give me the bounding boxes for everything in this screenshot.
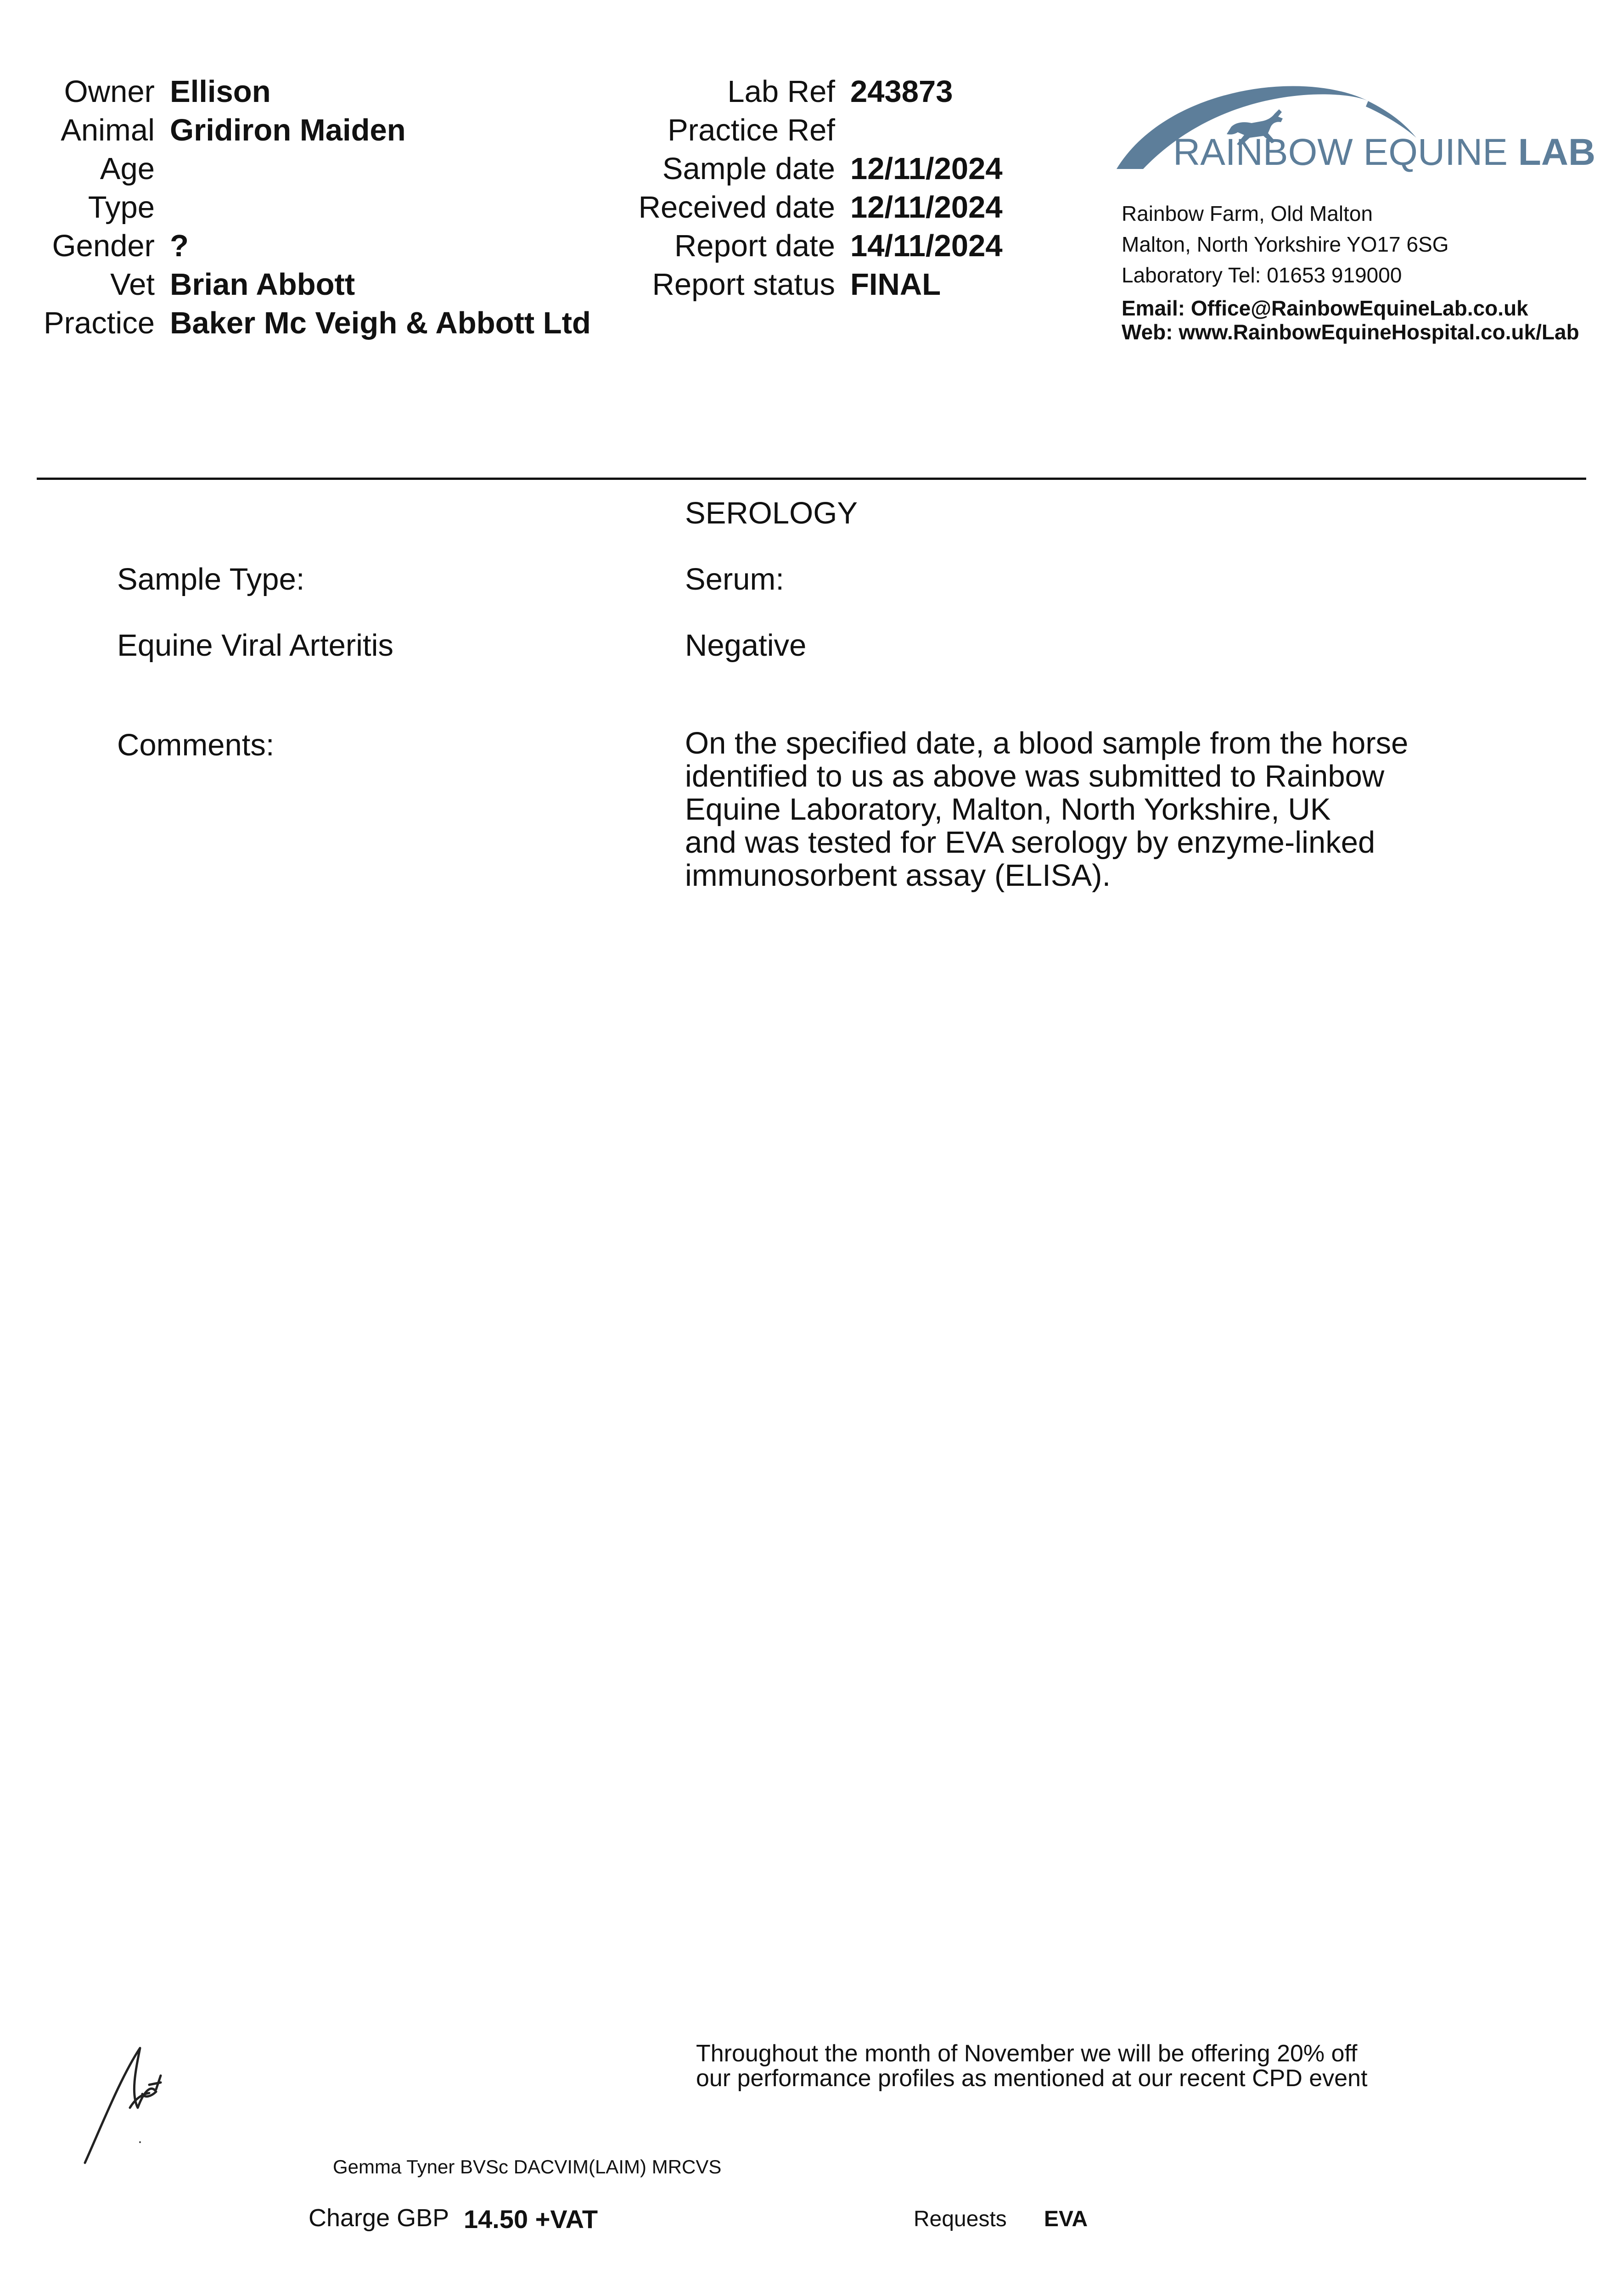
- received-date-label: Received date: [638, 190, 835, 225]
- lab-web: Web: www.RainbowEquineHospital.co.uk/Lab: [1122, 320, 1579, 344]
- owner-value: Ellison: [170, 74, 271, 109]
- charge-label: Charge GBP: [309, 2204, 449, 2232]
- logo-text-lab: LAB: [1518, 131, 1596, 173]
- practice-value: Baker Mc Veigh & Abbott Ltd: [170, 306, 591, 340]
- test-name-label: Equine Viral Arteritis: [117, 628, 394, 663]
- gender-label: Gender: [52, 229, 155, 263]
- comments-line: Equine Laboratory, Malton, North Yorkshire, UK: [685, 792, 1331, 827]
- report-status-value: FINAL: [850, 267, 941, 302]
- charge-value: 14.50 +VAT: [464, 2205, 598, 2234]
- comments-text: [685, 727, 1465, 892]
- vet-label: Vet: [110, 267, 155, 302]
- comments-line: and was tested for EVA serology by enzyme-linked: [685, 825, 1375, 860]
- practice-label: Practice: [43, 306, 155, 340]
- address-line-1: Rainbow Farm, Old Malton: [1122, 202, 1373, 225]
- section-title: SEROLOGY: [685, 496, 858, 530]
- gender-value: ?: [170, 229, 189, 263]
- report-date-value: 14/11/2024: [850, 229, 1003, 263]
- type-label: Type: [88, 190, 155, 225]
- report-status-label: Report status: [652, 267, 835, 302]
- logo-text-main: RAINBOW EQUINE: [1173, 131, 1518, 173]
- sample-type-label: Sample Type:: [117, 562, 305, 597]
- comments-line: identified to us as above was submitted to Rainbow: [685, 759, 1385, 793]
- animal-value: Gridiron Maiden: [170, 113, 406, 147]
- received-date-value: 12/11/2024: [850, 190, 1003, 225]
- practice-ref-label: Practice Ref: [668, 113, 835, 147]
- report-date-label: Report date: [674, 229, 835, 263]
- promo-message: [696, 2041, 1368, 2091]
- sample-date-label: Sample date: [662, 152, 835, 186]
- report-details: [0, 73, 1056, 312]
- handwritten-signature: [76, 2039, 177, 2177]
- logo-text: [1173, 131, 1595, 174]
- comments-line: On the specified date, a blood sample from the horse: [685, 726, 1409, 760]
- promo-line: our performance profiles as mentioned at our recent CPD event: [696, 2065, 1368, 2092]
- lab-ref-label: Lab Ref: [727, 74, 835, 109]
- comments-line: immunosorbent assay (ELISA).: [685, 858, 1111, 893]
- test-result-value: Negative: [685, 628, 807, 663]
- lab-email: Email: Office@RainbowEquineLab.co.uk: [1122, 296, 1528, 320]
- promo-line: Throughout the month of November we will be offering 20% off: [696, 2040, 1358, 2067]
- animal-label: Animal: [61, 113, 155, 147]
- signer-name: Gemma Tyner BVSc DACVIM(LAIM) MRCVS: [333, 2156, 722, 2178]
- header-divider: [37, 478, 1586, 480]
- sample-type-value: Serum:: [685, 562, 784, 597]
- vet-value: Brian Abbott: [170, 267, 355, 302]
- sample-date-value: 12/11/2024: [850, 152, 1003, 186]
- address-line-2: Malton, North Yorkshire YO17 6SG: [1122, 232, 1449, 256]
- requests-value: EVA: [1044, 2207, 1088, 2231]
- requests-label: Requests: [914, 2207, 1007, 2231]
- comments-label: Comments:: [117, 728, 275, 762]
- age-label: Age: [100, 152, 155, 186]
- lab-logo: [1111, 73, 1596, 179]
- owner-label: Owner: [64, 74, 155, 109]
- lab-address: [1122, 198, 1617, 344]
- lab-ref-value: 243873: [850, 74, 953, 109]
- lab-phone: Laboratory Tel: 01653 919000: [1122, 263, 1402, 287]
